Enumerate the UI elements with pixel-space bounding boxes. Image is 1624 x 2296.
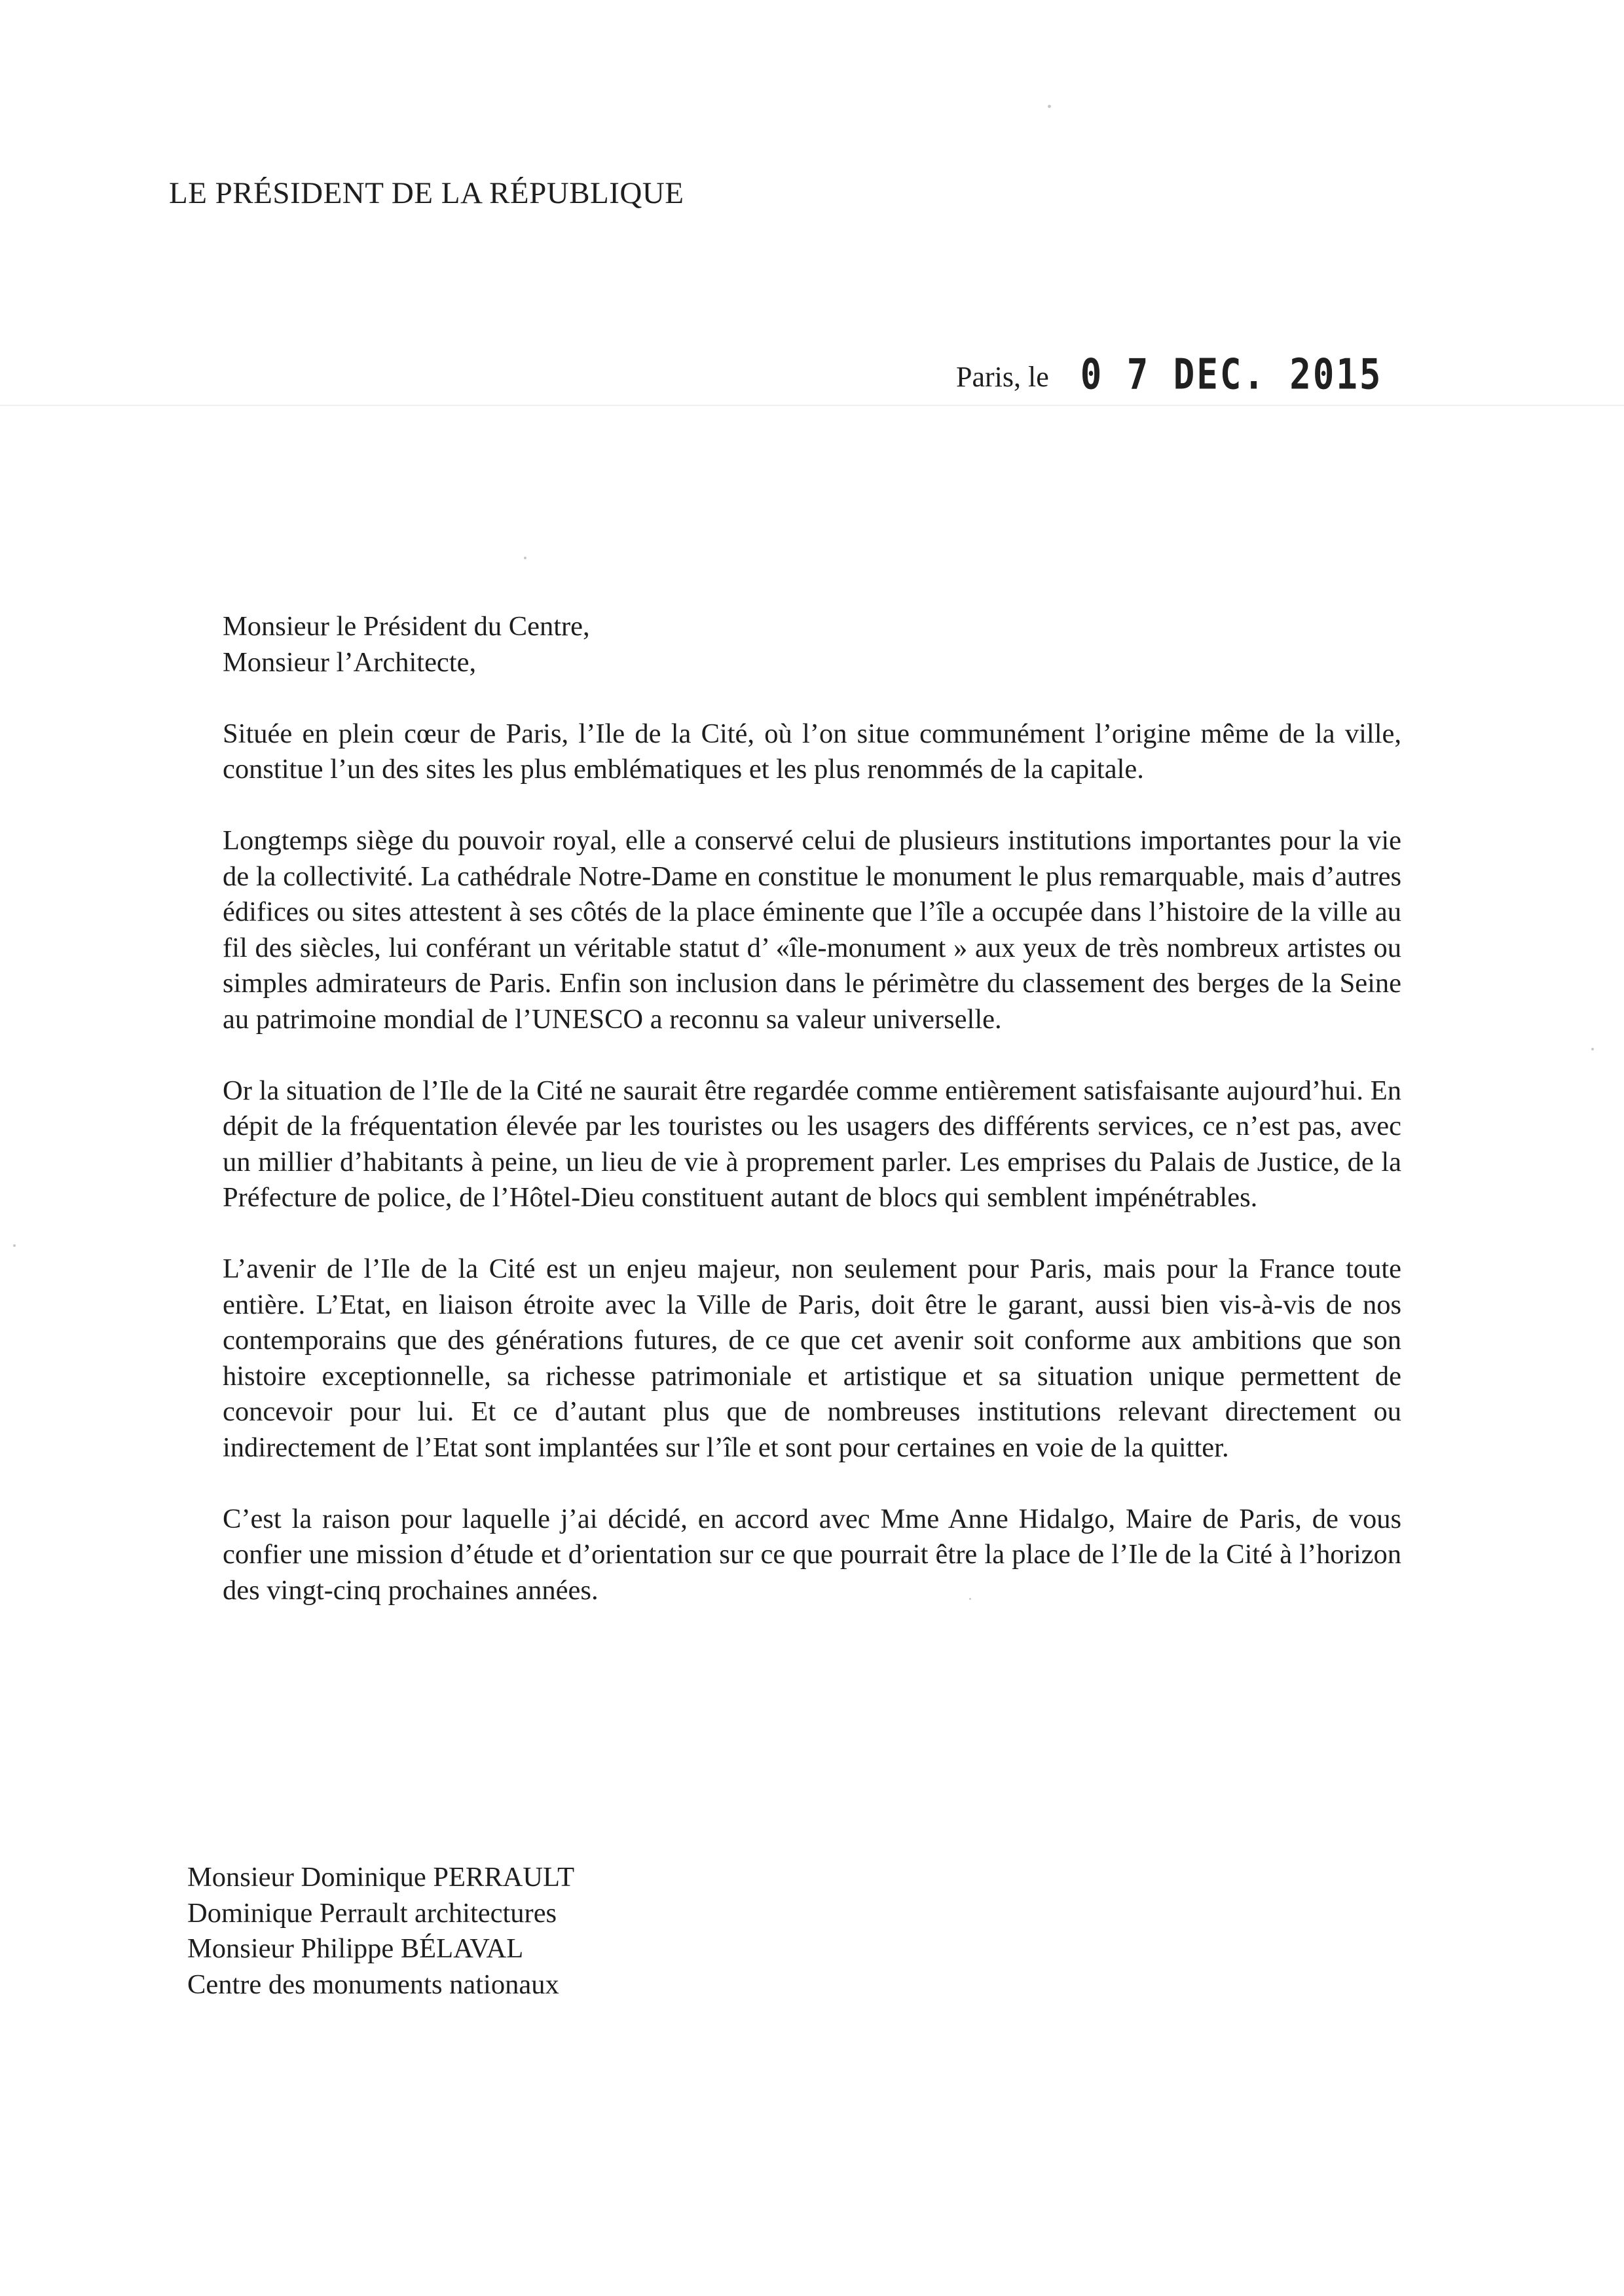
- letterhead-title: LE PRÉSIDENT DE LA RÉPUBLIQUE: [169, 176, 684, 210]
- paragraph: Située en plein cœur de Paris, l’Ile de la Cité, où l’on situe communément l’origine même de la ville, constitue l’un des sites les plus emblématiques et les plus renommés de la capitale.: [223, 718, 1401, 785]
- addressee-line: Monsieur Philippe BÉLAVAL: [187, 1933, 524, 1964]
- scan-speck: [13, 1244, 16, 1247]
- paragraph: L’avenir de l’Ile de la Cité est un enjeu majeur, non seulement pour Paris, mais pour la France toute entière. L’Etat, en liaison étroite avec la Ville de Paris, doit être le garant, aussi bien vis-à-vis de nos contemporains que des générations futures, de ce que cet avenir soit conforme aux ambitions que son histoire exceptionnelle, sa richesse patrimoniale et artistique et sa situation unique permettent de concevoir pour lui. Et ce d’autant plus que de nombreuses institutions relevant directement ou indirectement de l’Etat sont implantées sur l’île et sont pour certaines en voie de la quitter.: [223, 1253, 1401, 1463]
- addressee-line: Centre des monuments nationaux: [187, 1969, 559, 2000]
- date-line: [956, 350, 1383, 399]
- paragraph: Or la situation de l’Ile de la Cité ne saurait être regardée comme entièrement satisfaisante aujourd’hui. En dépit de la fréquentation élevée par les touristes ou les usagers des différents services, ce n’est pas, avec un millier d’habitants à peine, un lieu de vie à proprement parler. Les emprises du Palais de Justice, de la Préfecture de police, de l’Hôtel-Dieu constituent autant de blocs qui semblent impénétrables.: [223, 1075, 1401, 1213]
- date-prefix: Paris, le: [956, 361, 1049, 393]
- addressee-block: [187, 1860, 574, 2003]
- salutation-line: Monsieur l’Architecte,: [223, 646, 477, 678]
- paragraph: C’est la raison pour laquelle j’ai décidé, en accord avec Mme Anne Hidalgo, Maire de Paris, de vous confier une mission d’étude et d’orientation sur ce que pourrait être la place de l’Ile de la Cité à l’horizon des vingt-cinq prochaines années.: [223, 1503, 1401, 1606]
- date-stamp: 0 7 DEC. 2015: [1080, 350, 1383, 399]
- addressee-line: Monsieur Dominique PERRAULT: [187, 1862, 575, 1893]
- salutation: [223, 609, 1401, 680]
- paragraph: Longtemps siège du pouvoir royal, elle a conservé celui de plusieurs institutions importantes pour la vie de la collectivité. La cathédrale Notre-Dame en constitue le monument le plus remarquable, mais d’autres édifices ou sites attestent à ses côtés de la place éminente que l’île a occupée dans l’histoire de la ville au fil des siècles, lui conférant un véritable statut d’ «île-monument » aux yeux de très nombreux artistes ou simples admirateurs de Paris. Enfin son inclusion dans le périmètre du classement des berges de la Seine au patrimoine mondial de l’UNESCO a reconnu sa valeur universelle.: [223, 825, 1401, 1035]
- scan-speck: [524, 557, 526, 559]
- salutation-line: Monsieur le Président du Centre,: [223, 611, 590, 642]
- scan-speck: [1591, 1048, 1594, 1050]
- scan-speck: [969, 1598, 971, 1600]
- scan-speck: [1048, 105, 1051, 108]
- addressee-line: Dominique Perrault architectures: [187, 1897, 557, 1929]
- letter-body: [223, 609, 1401, 1608]
- scan-fold-line: [0, 405, 1624, 406]
